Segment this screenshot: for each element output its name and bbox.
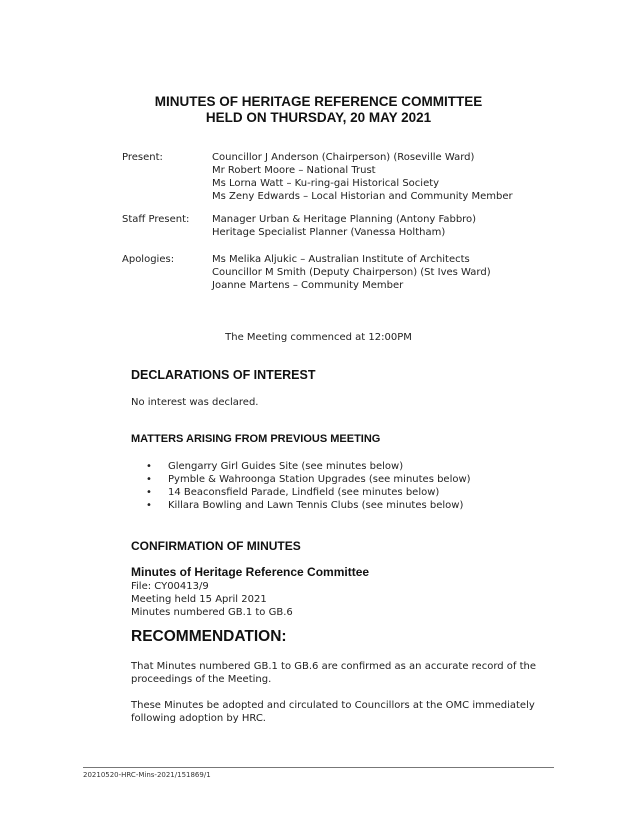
declarations-text: No interest was declared. [131, 397, 259, 408]
minutes-numbered: Minutes numbered GB.1 to GB.6 [131, 607, 293, 618]
footer-divider [83, 767, 554, 768]
apologies-label: Apologies: [122, 254, 175, 265]
recommendation-para2-line1: These Minutes be adopted and circulated to Councillors at the OMC immediately [131, 700, 535, 711]
staff-member: Manager Urban & Heritage Planning (Antony Fabbro) [212, 214, 477, 225]
declarations-heading: DECLARATIONS OF INTEREST [131, 368, 316, 382]
recommendation-para1-line2: proceedings of the Meeting. [131, 674, 272, 685]
file-reference: File: CY00413/9 [131, 581, 209, 592]
footer-reference: 20210520-HRC-Mins-2021/151869/1 [83, 771, 211, 779]
page-title-line2: HELD ON THURSDAY, 20 MAY 2021 [205, 110, 432, 125]
list-item [146, 460, 471, 473]
meeting-commenced-text: The Meeting commenced at 12:00PM [225, 332, 412, 343]
staff-member: Heritage Specialist Planner (Vanessa Holtham) [212, 227, 446, 238]
list-item-text: Killara Bowling and Lawn Tennis Clubs (see minutes below) [168, 500, 464, 511]
apologies-list [212, 253, 491, 292]
present-member: Ms Zeny Edwards – Local Historian and Community Member [212, 191, 513, 202]
list-item-text: Pymble & Wahroonga Station Upgrades (see minutes below) [168, 474, 471, 485]
present-member: Ms Lorna Watt – Ku-ring-gai Historical Society [212, 178, 440, 189]
list-item [146, 499, 471, 512]
meeting-date: Meeting held 15 April 2021 [131, 594, 267, 605]
recommendation-para2-line2: following adoption by HRC. [131, 713, 266, 724]
matters-arising-heading: MATTERS ARISING FROM PREVIOUS MEETING [131, 433, 381, 445]
bullet-icon: • [146, 474, 152, 485]
bullet-icon: • [146, 500, 152, 511]
confirmation-heading: CONFIRMATION OF MINUTES [131, 539, 301, 553]
apology-member: Councillor M Smith (Deputy Chairperson) (St Ives Ward) [212, 267, 491, 278]
bullet-icon: • [146, 487, 152, 498]
bullet-icon: • [146, 461, 152, 472]
list-item-text: Glengarry Girl Guides Site (see minutes below) [168, 461, 404, 472]
apology-member: Ms Melika Aljukic – Australian Institute of Architects [212, 254, 470, 265]
list-item [146, 473, 471, 486]
list-item-text: 14 Beaconsfield Parade, Lindfield (see minutes below) [168, 487, 440, 498]
list-item [146, 486, 471, 499]
staff-present-label: Staff Present: [122, 214, 190, 225]
page-title-line1: MINUTES OF HERITAGE REFERENCE COMMITTEE [154, 94, 483, 109]
matters-arising-list [146, 460, 471, 512]
present-member: Councillor J Anderson (Chairperson) (Roseville Ward) [212, 152, 475, 163]
present-member: Mr Robert Moore – National Trust [212, 165, 376, 176]
recommendation-heading: RECOMMENDATION: [131, 628, 287, 645]
recommendation-para1-line1: That Minutes numbered GB.1 to GB.6 are confirmed as an accurate record of the [131, 661, 537, 672]
present-label: Present: [122, 152, 163, 163]
minutes-subheading: Minutes of Heritage Reference Committee [131, 565, 370, 579]
present-list [212, 151, 513, 203]
staff-present-list [212, 213, 476, 239]
apology-member: Joanne Martens – Community Member [212, 280, 404, 291]
